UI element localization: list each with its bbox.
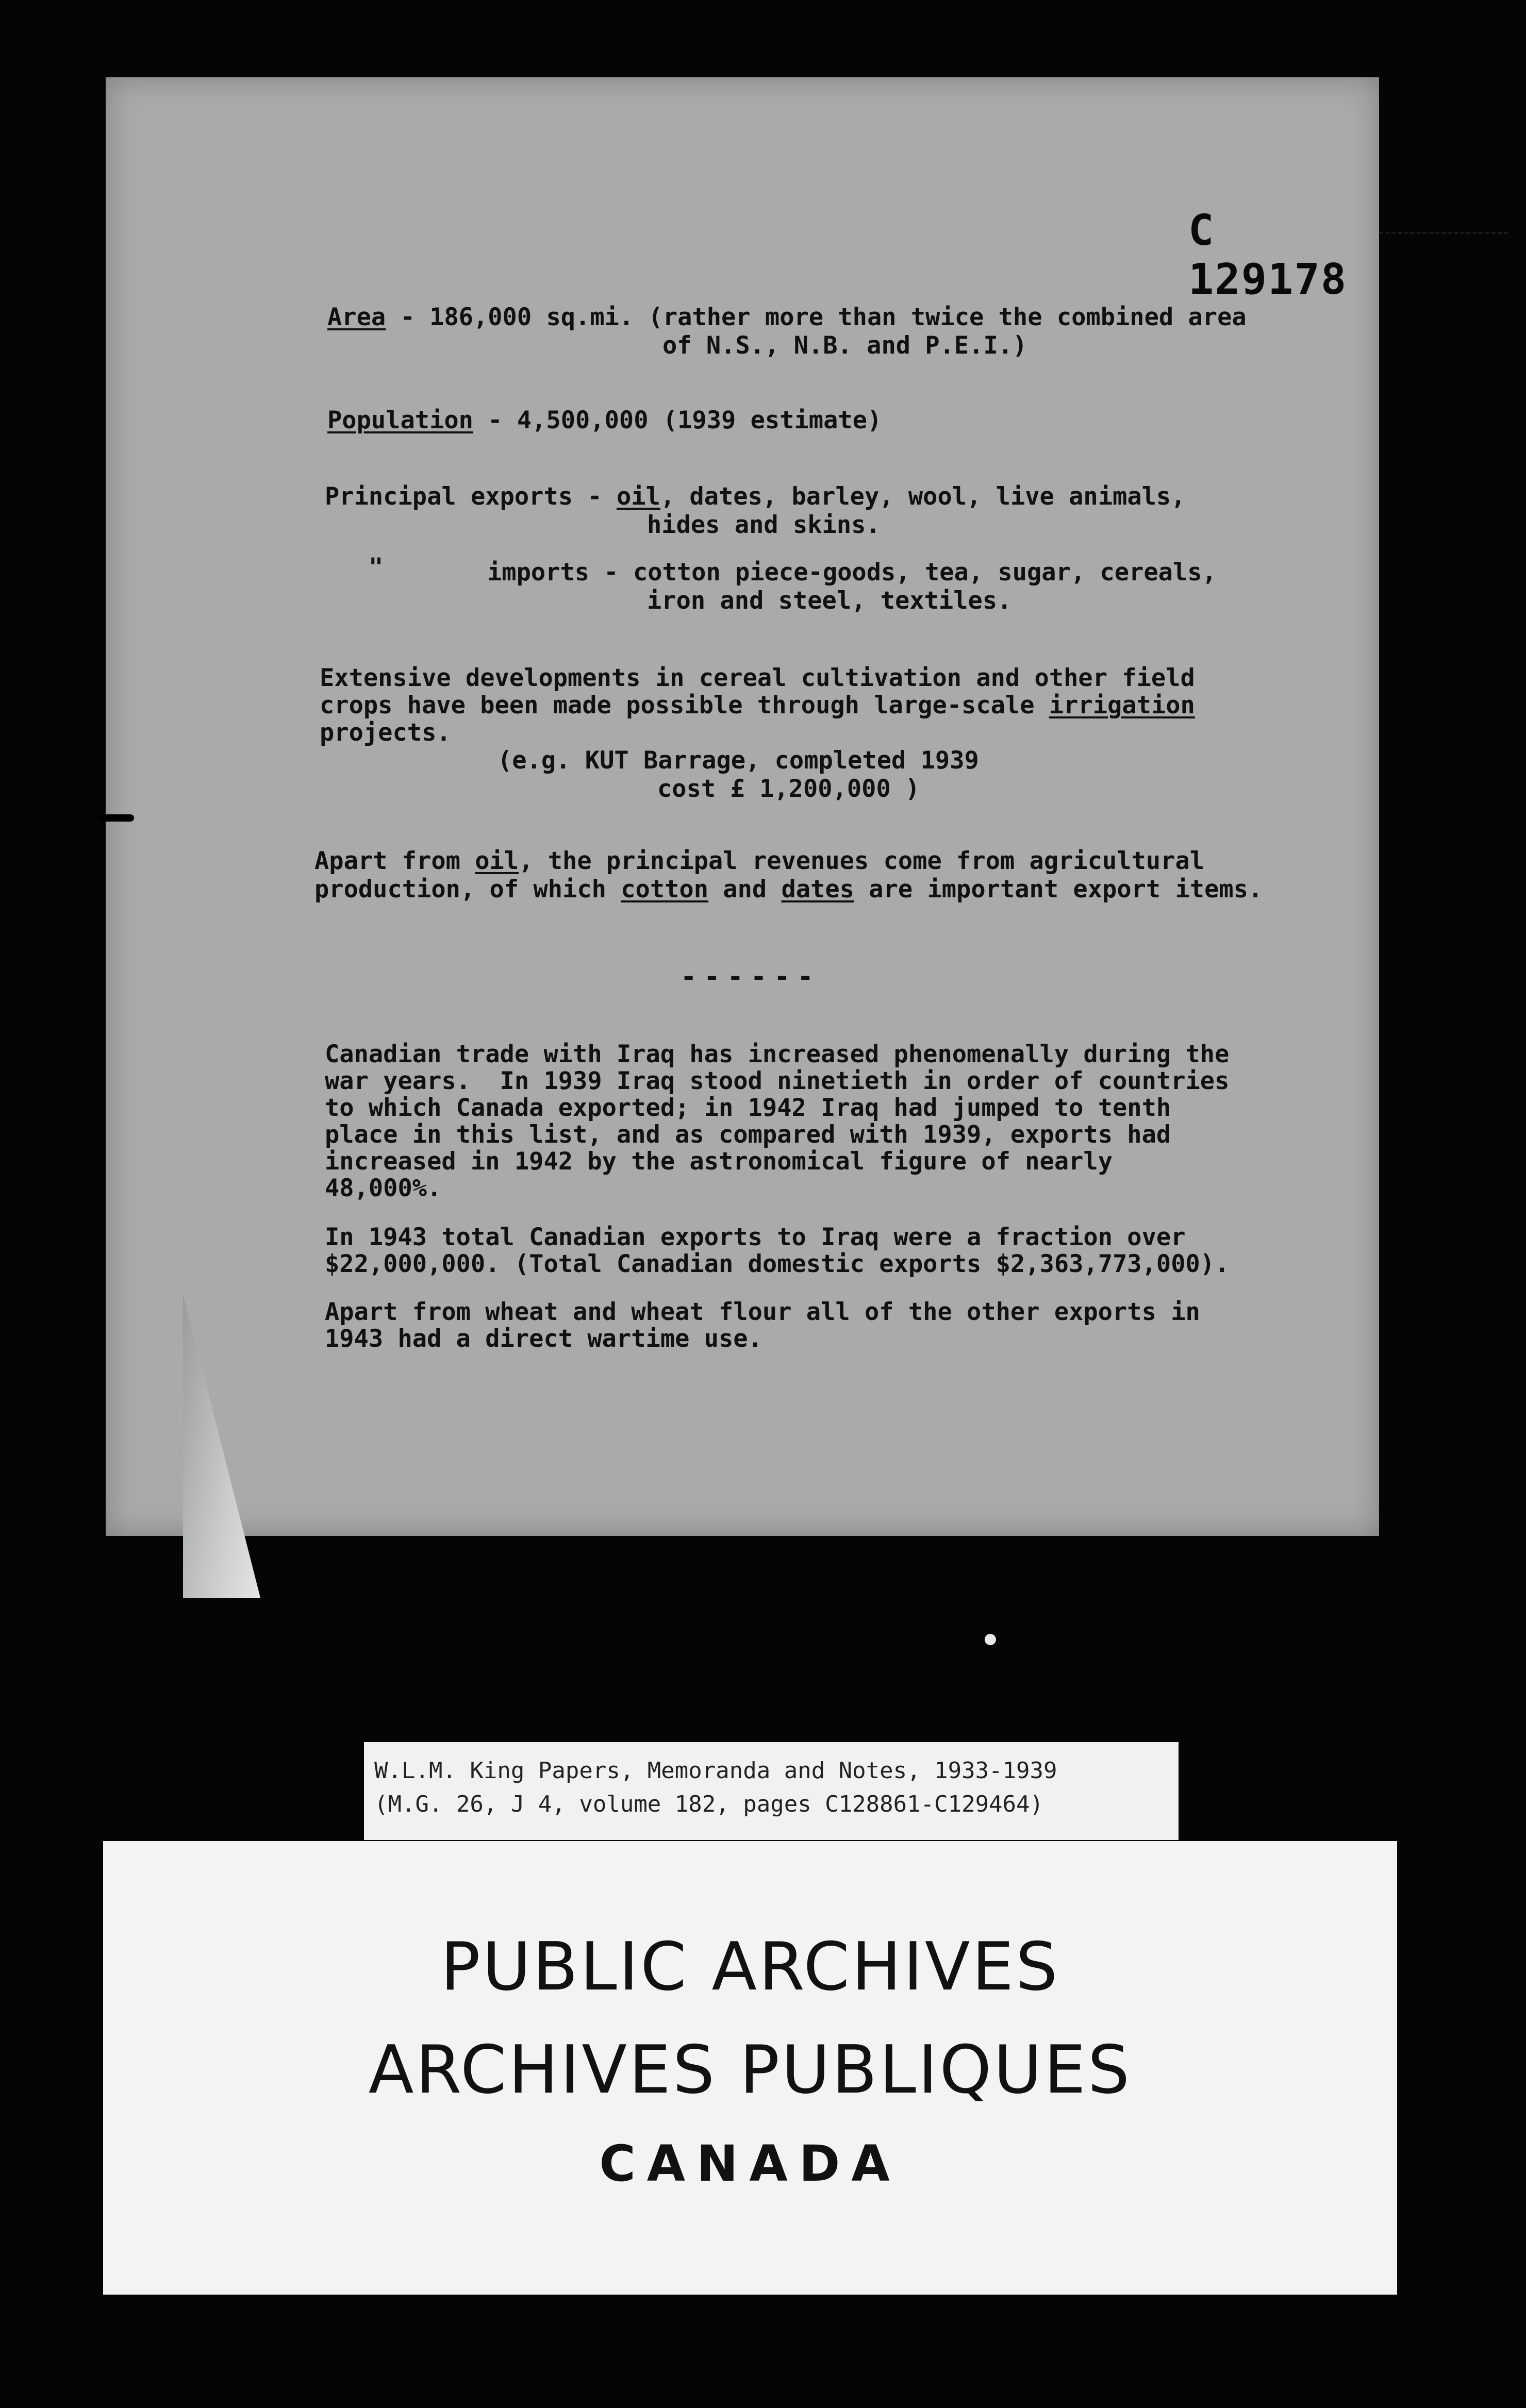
- irrigation-prefix: crops have been made possible through large-scale: [320, 691, 1049, 720]
- document-number-dash: [1379, 232, 1508, 234]
- irrigation-line-3: projects.: [320, 718, 451, 747]
- revenues-l2-rest: are important export items.: [854, 875, 1263, 904]
- revenues-cotton: cotton: [621, 875, 709, 904]
- trade-line-3: to which Canada exported; in 1942 Iraq had jumped to tenth: [325, 1094, 1171, 1122]
- exports-oil: oil: [616, 482, 660, 511]
- exports-prefix: Principal exports -: [325, 482, 617, 511]
- trade-line-5: increased in 1942 by the astronomical figure of nearly: [325, 1147, 1113, 1176]
- area-text: - 186,000 sq.mi. (rather more than twice the combined area: [386, 303, 1247, 331]
- revenues-line-2: [314, 876, 1263, 903]
- irrigation-line-2: [320, 692, 1195, 719]
- archives-country: CANADA: [599, 2135, 901, 2193]
- revenues-oil: oil: [475, 847, 519, 875]
- population-line: [327, 407, 882, 434]
- archives-title-english: PUBLIC ARCHIVES: [440, 1929, 1060, 2005]
- document-number: C 129178: [1188, 206, 1348, 304]
- area-line-2: of N.S., N.B. and P.E.I.): [662, 331, 1027, 360]
- exports-1943-line-1: In 1943 total Canadian exports to Iraq were a fraction over: [325, 1223, 1186, 1251]
- revenues-rest: , the principal revenues come from agricultural: [519, 847, 1205, 875]
- imports-line-2: iron and steel, textiles.: [647, 587, 1012, 615]
- exports-line-2: hides and skins.: [647, 511, 881, 539]
- revenues-prefix: Apart from: [314, 847, 475, 875]
- wheat-line-1: Apart from wheat and wheat flour all of the other exports in: [325, 1298, 1200, 1326]
- citation-line-2: (M.G. 26, J 4, volume 182, pages C128861-C129464): [374, 1791, 1044, 1817]
- irrigation-line-1: Extensive developments in cereal cultivation and other field: [320, 664, 1195, 692]
- archives-card: [103, 1841, 1397, 2295]
- trade-line-4: place in this list, and as compared with 1939, exports had: [325, 1121, 1171, 1149]
- imports-ditto: ": [369, 553, 384, 581]
- area-label: Area: [327, 303, 386, 331]
- revenues-l2-prefix: production, of which: [314, 875, 621, 904]
- dust-speck: [985, 1634, 996, 1645]
- archives-title-french: ARCHIVES PUBLIQUES: [368, 2032, 1132, 2109]
- exports-line-1: [325, 483, 1186, 510]
- trade-line-1: Canadian trade with Iraq has increased phenomenally during the: [325, 1040, 1230, 1068]
- irrigation-note-2: cost £ 1,200,000 ): [657, 775, 920, 803]
- irrigation-note-1: (e.g. KUT Barrage, completed 1939: [497, 746, 979, 775]
- trade-line-6: 48,000%.: [325, 1174, 442, 1202]
- irrigation-word: irrigation: [1049, 691, 1195, 720]
- population-label: Population: [327, 406, 473, 434]
- area-line-1: [327, 304, 1247, 331]
- imports-line-1: imports - cotton piece-goods, tea, sugar, cereals,: [487, 558, 1217, 587]
- exports-rest: , dates, barley, wool, live animals,: [660, 482, 1186, 511]
- population-text: - 4,500,000 (1939 estimate): [473, 406, 882, 434]
- separator: ------: [681, 961, 821, 992]
- trade-line-2: war years. In 1939 Iraq stood ninetieth in order of countries: [325, 1067, 1230, 1095]
- revenues-line-1: [314, 848, 1204, 875]
- revenues-dates: dates: [781, 875, 854, 904]
- wheat-line-2: 1943 had a direct wartime use.: [325, 1325, 762, 1353]
- document-page: [106, 77, 1379, 1536]
- exports-1943-line-2: $22,000,000. (Total Canadian domestic exports $2,363,773,000).: [325, 1250, 1230, 1278]
- revenues-l2-mid: and: [708, 875, 782, 904]
- citation-line-1: W.L.M. King Papers, Memoranda and Notes, 1933-1939: [374, 1758, 1057, 1784]
- margin-mark: [98, 814, 134, 822]
- citation-label: [364, 1742, 1179, 1840]
- page-curl: [183, 1294, 260, 1598]
